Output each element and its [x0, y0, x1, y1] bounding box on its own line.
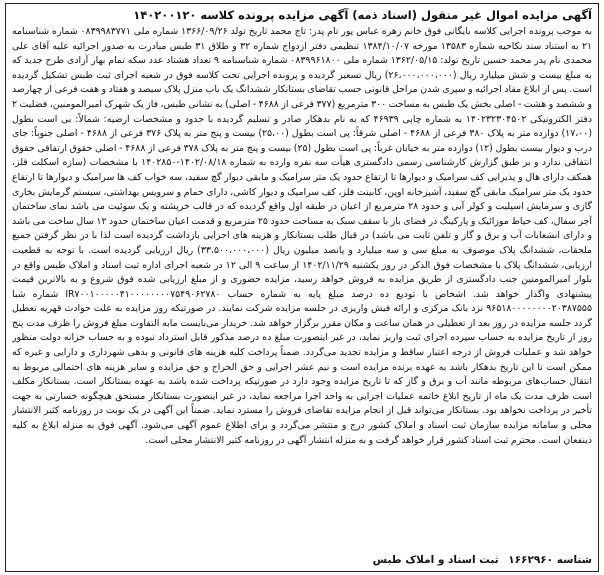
- notice-title: آگهی مزایده اموال غیر منقول (اسناد ذمه) آگهی مزایده پرونده کلاسه ۱۴۰۲۰۰۱۲۰: [133, 8, 592, 22]
- issuing-office: ثبت اسناد و املاک طبس: [372, 554, 499, 566]
- notice-id: شناسه ۱۶۶۲۹۶۰: [508, 554, 592, 566]
- auction-notice: [5, 3, 599, 572]
- notice-footer: [12, 553, 592, 568]
- notice-body: به موجب پرونده اجرایی کلاسه بایگانی فوق خانم زهره عباس پور نام پدر: تاج محمد تاریخ تولد ۱۳۶۶/۰۹/۲۶ شماره ملی ۰۸۳۹۹۸۳۷۷۱ شماره شناسنامه ۲۱ به استناد سند نکاحیه شماره ۱۳۵۸۳ مورخه ۱۳۸۴/۱۰/۰۷ تنظیمی دفتر ازدواج شماره ۳۲ و طلاق ۳۱ طبس مبادرت به صدور اجرائیه علیه آقای علی محمدی نام پدر محمد حسین تاریخ تولد: ۱۳۶۲/۰۵/۱۵ شماره ملی ۰۸۳۹۹۶۱۸۰۰ شماره شناسنامه ۹ تعداد هشتاد عدد سکه تمام بهار آزادی طرح جدید که به مبلغ بیست و شش میلیارد ریال (۲۶،۰۰۰،۰۰۰،۰۰۰) ریال تسعیر گردیده و پرونده اجرایی تحت کلاسه فوق در شعبه اجرای ثبت طبس تشکیل گردیده است. پس از ابلاغ مفاد اجرائیه و سپری شدن مراحل قانونی حسب تقاضای بستانکار ششدانگ یک باب منزل پلاک سیصد و هفتاد و هفت فرعی از چهارصد و ششصد و هشت - اصلی بخش یک طبس به مساحت ۳۰۰ مترمربع (۳۷۷ فرعی از ۴۶۸۸ - اصلی) به نشانی طبس، فاز یک شهرک امیرالمومنین، فضلیت ۲ دفتر الکترونیکی ۱۴۰۲۳۲۳۰۴۵۰۲ به شماره چاپی ۴۶۹۳۹ که به نام بدهکار صادر و تسلیم گردیده با حدود و مشخصات ارضیه: شمالاً: بی است بطول (۱۷،۰۰) دوازده متر به پلاک ۳۸۰ فرعی از ۴۶۸۸ - اصلی شرقاً: پی است بطول (۲۵،۰۰) بیست و پنج متر به پلاک ۳۷۶ فرعی از ۴۶۸۸ - اصلی جنوباً: جای درب و دیوار بیست بطول (۱۲) دوازده متر به خیابان غرباً: پی است بطول (۲۵) بیست و پنج متر به پلاک ۳۷۸ فرعی از ۴۶۸۸ - اصلی حقوق ارتفاقی حقوق انتفاقی ندارد و بر طبق گزارش کارشناسی رسمی دادگستری هیأت سه نفره وارده به شماره ۱۴۰۲/۰۸/۱۸-۱۴۰۲۸۵۰ با مشخصات (سازه اسکلت فلز، همکف دارای هال و پذیرایی کف سرامیک و دیوارها تا ارتفاع حدود یک متر سرامیک و مابقی دیوار گچ سفید، سه خواب کف ها سرامیک و دیوارها تا ارتفاع حدود یک متر سرامیک مابقی گچ سفید، آشپزخانه اوپن، کابینت فلز، کف سرامیک و دیوار کاشی، دارای حمام و سرویس بهداشتی، سیستم گرمایش بخاری گازی و سرمایش اسپلیت و کولر آبی و حدود ۲۸ مترمربع از اعیان در طبقه اول واقع گردیده که در قالب خرپشته و یک سوئیت می باشد نمای ساختمان آجر سفال، کف حیاط موزائیک و پارکینگ در فضای باز با سقف سبک به مساحت حدود ۲۵ مترمربع و قدمت اعیان ساختمان حدود ۱۲ سال ساخت می باشد و دارای انشعابات آب و برق و گاز و تلفن ثابت می باشد) در قبال طلب بستانکار و هزینه های اجرایی بازداشت گردیده است لذا با در نظر گرفتن جمیع ملحقات، ششدانگ پلاک موصوف به مبلغ سی و سه میلیارد و پانصد میلیون ریال (۳۳،۵۰۰،۰۰۰،۰۰۰) ریال ارزیابی گردیده است. با توجه به قطعیت ارزیابی، ششدانگ پلاک با مشخصات فوق الذکر در روز یکشنبه ۱۴۰۲/۱۱/۲۹ از ساعت ۹ الی ۱۲ در شعبه اجرای اداره ثبت اسناد و املاک طبس واقع در بلوار امیرالمومنین جنب دادگستری از طریق مزایده به فروش خواهد رسید، مزایده حضوری و از مبلغ ارزیابی شده فوق شروع و به بالاترین قیمت پیشنهادی واگذار خواهد شد. اشخاص با تودیع ده درصد مبلغ پایه به شماره حساب IR۷۰۰۱۰۰۰۰۰۴۱۰۰۰۰۰۰۰۰۷۵۴۹۰۶۲۷۸۰ شماره شبا ۹۶۵۱۸۰۰۰۰۰۰۰۰۲۰۳۸۷۵۵۵ نزد بانک مرکزی و ارائه فیش واریزی در جلسه مزایده شرکت نمایند. در صورتیکه روز مزایده به علت حوادث قهریه تعطیل گردد جلسه مزایده در روز بعد از تعطیلی در همان ساعت و مکان مقرر برگزار خواهد شد. خریدار می‌بایست مابه التفاوت مبلغ فروش را ظرف مدت پنج روز از تاریخ مزایده به حساب سپرده اجرای ثبت واریز نماید، در غیر اینصورت مبلغ ده درصد مذکور قابل استرداد نبوده و به حساب خزانه دولت منظور خواهد شد و عملیات فروش از درجه اعتبار ساقط و مزایده تجدید می‌گردد. ضمناً پرداخت کلیه هزینه های قانونی و بدهی شهرداری و دارایی و غیره که ممکن است تا این تاریخ بدهکار باشد به عهده برنده مزایده است و نیم عشر اجرایی و حق الحراج و حق مزایده و سایر هزینه های احتمالی مربوط به انتقال حساب‌های مربوطه مانند آب و برق و گاز که تا تاریخ مزایده وجود دارد در صورتیکه پرداخت شده باشد به عهده بستانکار است. بستانکار مکلف است ظرف مدت یک ماه از تاریخ ابلاغ خاتمه عملیات اجرایی به واحد اجرا مراجعه نماید، در غیر اینصورت بستانکار مستحق هیچگونه خسارتی به جهت تأخیر در پرداخت نخواهد بود. بستانکار می‌تواند قبل از انجام مزایده تقاضای فروش را مسترد نماید. ضمناً این آگهی در یک نوبت در روزنامه کثیر الانتشار محلی و سامانه مزایده سازمان ثبت اسناد و املاک کشور درج و منتشر می‌گردد و برای اطلاع عموم آگهی می‌شود. آگهی فوق به منزله ابلاغ به کلیه ذینفعان است. محترم ثبت اسناد کشور قرار خواهد گرفت و به منزله انتشار آگهی در روزنامه کثیر الانتشار محلی است.: [12, 26, 592, 446]
